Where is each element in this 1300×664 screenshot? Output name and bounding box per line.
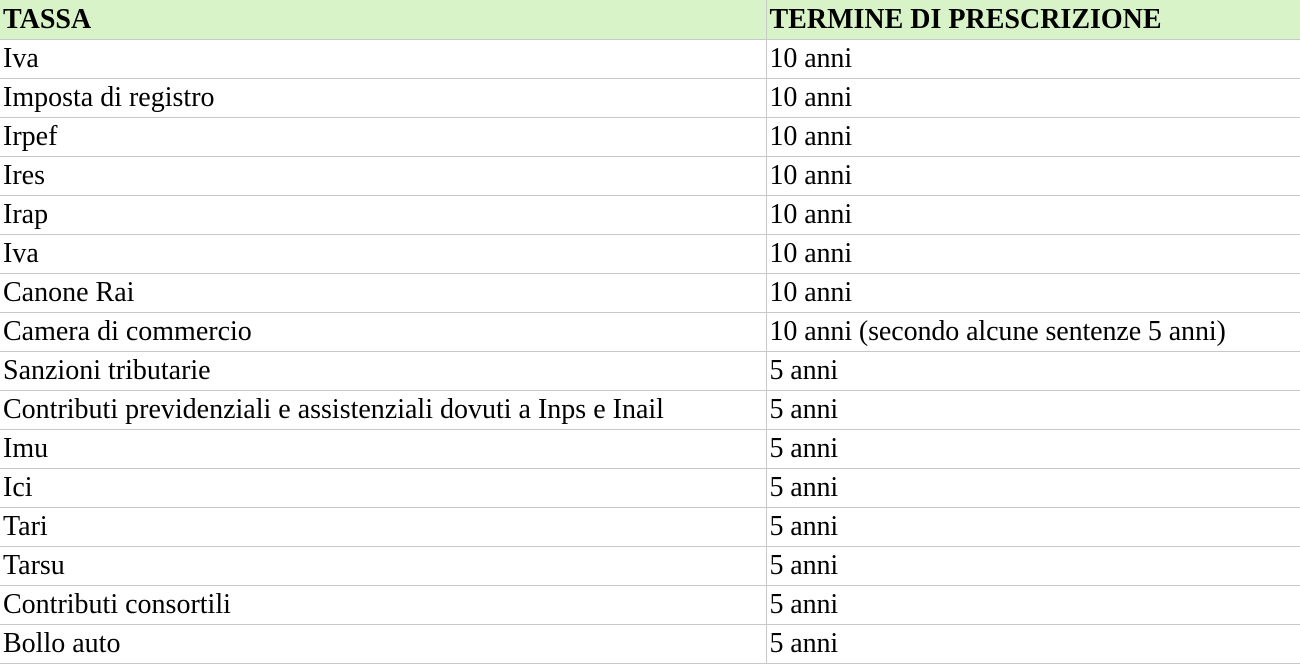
table-row (0, 430, 1300, 469)
header-tassa: TASSA (0, 0, 766, 40)
table-row (0, 469, 1300, 508)
cell-tassa: Bollo auto (0, 625, 766, 664)
cell-termine: 5 anni (766, 508, 1300, 547)
table-row (0, 508, 1300, 547)
cell-tassa: Irpef (0, 118, 766, 157)
cell-termine: 10 anni (766, 118, 1300, 157)
table-row (0, 391, 1300, 430)
table-body (0, 40, 1300, 664)
table-header (0, 0, 1300, 40)
cell-termine: 5 anni (766, 586, 1300, 625)
table-row (0, 274, 1300, 313)
cell-tassa: Contributi consortili (0, 586, 766, 625)
table-row (0, 196, 1300, 235)
header-row (0, 0, 1300, 40)
cell-tassa: Sanzioni tributarie (0, 352, 766, 391)
cell-termine: 5 anni (766, 625, 1300, 664)
table-row (0, 352, 1300, 391)
cell-tassa: Camera di commercio (0, 313, 766, 352)
cell-tassa: Ici (0, 469, 766, 508)
cell-termine: 10 anni (766, 79, 1300, 118)
table-row (0, 79, 1300, 118)
cell-tassa: Tarsu (0, 547, 766, 586)
table-row (0, 235, 1300, 274)
cell-termine: 5 anni (766, 469, 1300, 508)
cell-termine: 10 anni (secondo alcune sentenze 5 anni) (766, 313, 1300, 352)
table-row (0, 586, 1300, 625)
cell-tassa: Imu (0, 430, 766, 469)
cell-termine: 10 anni (766, 196, 1300, 235)
table-row (0, 313, 1300, 352)
cell-tassa: Contributi previdenziali e assistenziali dovuti a Inps e Inail (0, 391, 766, 430)
cell-tassa: Imposta di registro (0, 79, 766, 118)
cell-termine: 10 anni (766, 40, 1300, 79)
table-row (0, 157, 1300, 196)
cell-termine: 5 anni (766, 547, 1300, 586)
cell-tassa: Irap (0, 196, 766, 235)
cell-termine: 10 anni (766, 274, 1300, 313)
cell-termine: 5 anni (766, 430, 1300, 469)
header-termine: TERMINE DI PRESCRIZIONE (766, 0, 1300, 40)
cell-termine: 5 anni (766, 391, 1300, 430)
cell-termine: 10 anni (766, 235, 1300, 274)
cell-tassa: Ires (0, 157, 766, 196)
table-row (0, 40, 1300, 79)
cell-tassa: Iva (0, 40, 766, 79)
table-row (0, 547, 1300, 586)
cell-tassa: Canone Rai (0, 274, 766, 313)
cell-termine: 5 anni (766, 352, 1300, 391)
cell-termine: 10 anni (766, 157, 1300, 196)
table-row (0, 118, 1300, 157)
cell-tassa: Tari (0, 508, 766, 547)
table-row (0, 625, 1300, 664)
cell-tassa: Iva (0, 235, 766, 274)
